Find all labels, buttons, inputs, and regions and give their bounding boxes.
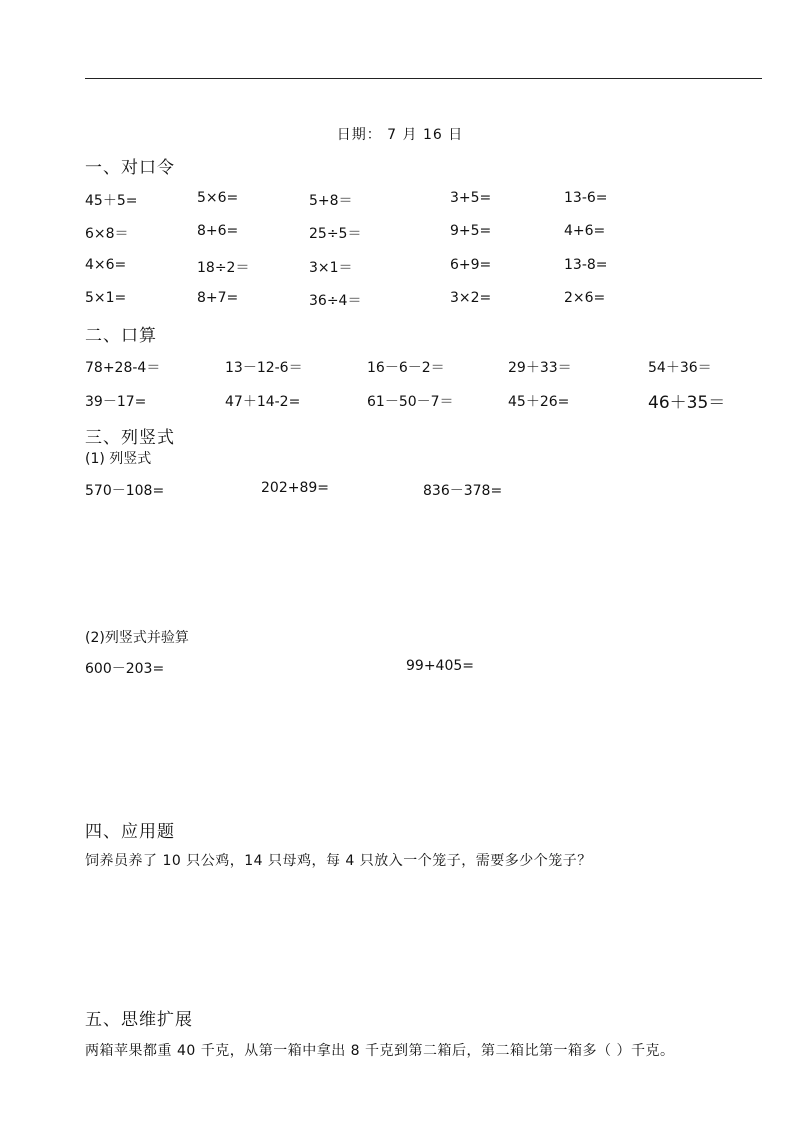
s1-item: 4+6= xyxy=(564,223,606,239)
s1-item: 3×1＝ xyxy=(309,260,353,276)
s1-item: 8+7= xyxy=(197,290,239,306)
s1-item: 5+8＝ xyxy=(309,193,353,209)
s1-item: 9+5= xyxy=(450,223,492,239)
s3-items-2 xyxy=(85,658,762,678)
section-4-title: 四、应用题 xyxy=(85,822,175,842)
s3-sub1: (1) 列竖式 xyxy=(85,451,152,467)
s2-item: 78+28-4＝ xyxy=(85,360,161,376)
section-3-title: 三、列竖式 xyxy=(85,428,175,448)
s2-item: 61－50－7＝ xyxy=(367,394,454,410)
s1-item: 2×6= xyxy=(564,290,606,306)
s2-item: 46＋35＝ xyxy=(648,393,726,413)
s3-sub2: (2)列竖式并验算 xyxy=(85,630,189,646)
s1-item: 4×6= xyxy=(85,257,127,273)
s1-item: 6×8＝ xyxy=(85,226,129,242)
s1-item: 5×1= xyxy=(85,290,127,306)
section-5-title: 五、思维扩展 xyxy=(85,1010,193,1030)
s2-item: 16－6－2＝ xyxy=(367,360,445,376)
s3-item: 202+89= xyxy=(261,480,329,496)
s2-row-1 xyxy=(85,357,762,377)
s1-item: 3+5= xyxy=(450,190,492,206)
s1-item: 36÷4＝ xyxy=(309,293,362,309)
date-line: 日期： 7 月 16 日 xyxy=(336,127,464,143)
s1-item: 25÷5＝ xyxy=(309,226,362,242)
s4-question: 饲养员养了 10 只公鸡，14 只母鸡，每 4 只放入一个笼子，需要多少个笼子？ xyxy=(85,853,592,869)
header-rule xyxy=(85,78,762,79)
s1-item: 3×2= xyxy=(450,290,492,306)
s2-item: 45＋26= xyxy=(508,394,570,410)
s3-item: 600－203= xyxy=(85,661,165,677)
s2-item: 39－17= xyxy=(85,394,147,410)
s1-row-2 xyxy=(85,223,762,243)
s1-item: 13-6= xyxy=(564,190,608,206)
s3-item: 570－108= xyxy=(85,483,165,499)
s3-item: 836－378= xyxy=(423,483,503,499)
s2-item: 13－12-6＝ xyxy=(225,360,303,376)
s2-row-2 xyxy=(85,391,762,411)
s1-item: 18÷2＝ xyxy=(197,260,250,276)
s3-item: 99+405= xyxy=(406,658,474,674)
s2-item: 29＋33＝ xyxy=(508,360,572,376)
s1-item: 13-8= xyxy=(564,257,608,273)
s1-item: 5×6= xyxy=(197,190,239,206)
s2-item: 47＋14-2= xyxy=(225,394,301,410)
s1-row-3 xyxy=(85,257,762,277)
s1-item: 8+6= xyxy=(197,223,239,239)
s5-question: 两箱苹果都重 40 千克，从第一箱中拿出 8 千克到第二箱后，第二箱比第一箱多（ ）千克。 xyxy=(85,1043,675,1059)
s1-row-1 xyxy=(85,190,762,210)
s1-item: 6+9= xyxy=(450,257,492,273)
section-2-title: 二、口算 xyxy=(85,326,157,346)
section-1-title: 一、对口令 xyxy=(85,158,175,178)
s1-row-4 xyxy=(85,290,762,310)
s1-item: 45＋5= xyxy=(85,193,138,209)
s3-items-1 xyxy=(85,480,762,500)
s2-item: 54＋36＝ xyxy=(648,360,712,376)
